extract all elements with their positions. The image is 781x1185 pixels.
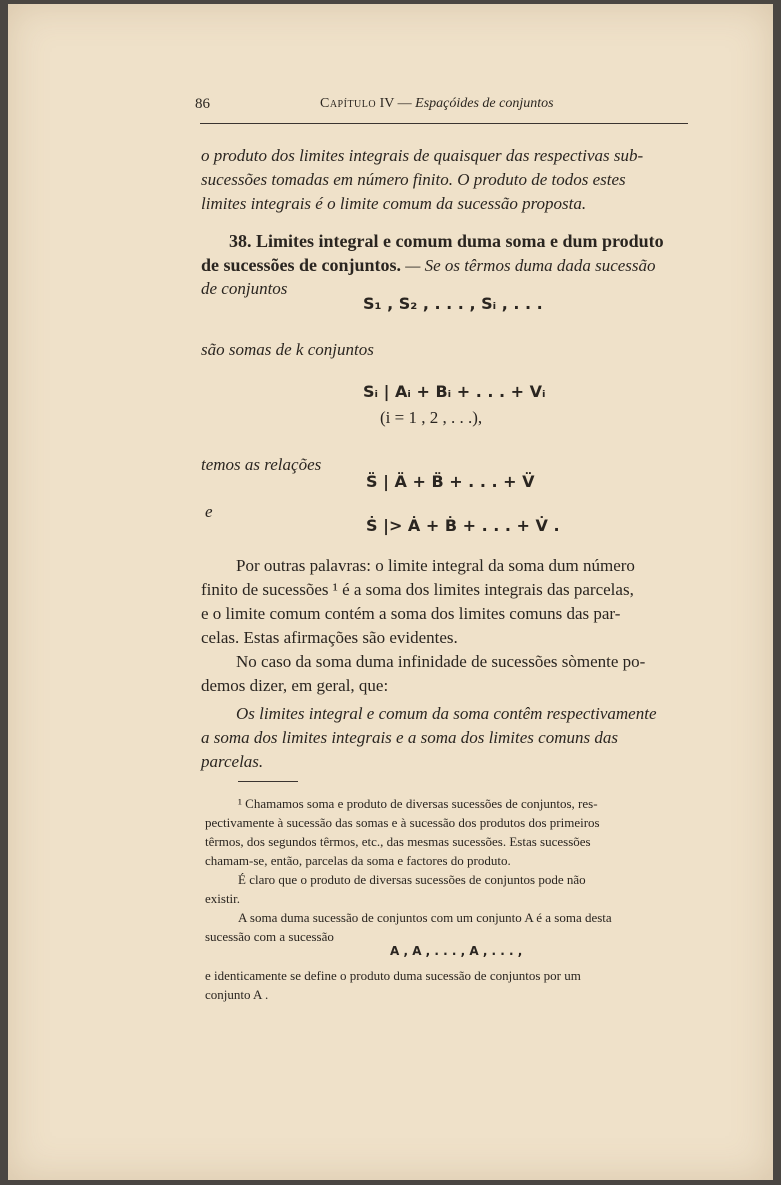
book-page bbox=[8, 4, 773, 1180]
footnote-line: pectivamente à sucessão das somas e à sucessão dos produtos dos primeiros bbox=[205, 815, 600, 830]
header-chapter-title: Espaçóides de conjuntos bbox=[415, 96, 554, 111]
conjunction-e: e bbox=[205, 502, 213, 521]
section-heading-rest: — Se os têrmos duma dada sucessão bbox=[401, 256, 656, 275]
footnote-line: conjunto A . bbox=[205, 987, 269, 1002]
running-header bbox=[320, 96, 554, 112]
footnote-formula: A , A , . . . , A , . . . , bbox=[390, 944, 523, 958]
body-line: e o limite comum contém a soma dos limites comuns das par- bbox=[201, 604, 621, 623]
theorem-line: Os limites integral e comum da soma contêm respectivamente bbox=[236, 704, 657, 723]
relations-label: temos as relações bbox=[201, 455, 322, 474]
relation-common-limit: Ṡ |> Ȧ + Ḃ + . . . + V̇ . bbox=[366, 516, 560, 535]
index-range: (i = 1 , 2 , . . .), bbox=[380, 408, 483, 427]
body-line: Por outras palavras: o limite integral da soma dum número bbox=[236, 556, 635, 575]
section-heading-line1: 38. Limites integral e comum duma soma e dum produto bbox=[229, 231, 664, 251]
header-chapter-numeral: IV — bbox=[376, 96, 416, 111]
intro-line: limites integrais é o limite comum da sucessão proposta. bbox=[201, 194, 587, 213]
theorem-line: a soma dos limites integrais e a soma dos limites comuns das bbox=[201, 728, 618, 747]
body-line: finito de sucessões ¹ é a soma dos limites integrais das parcelas, bbox=[201, 580, 634, 599]
header-rule bbox=[200, 123, 688, 124]
section-heading-bold: de sucessões de conjuntos. bbox=[201, 255, 402, 275]
footnote-line: É claro que o produto de diversas sucessões de conjuntos pode não bbox=[238, 872, 586, 887]
intro-line: sucessões tomadas em número finito. O produto de todos estes bbox=[201, 170, 626, 189]
sum-formula: Sᵢ | Aᵢ + Bᵢ + . . . + Vᵢ bbox=[363, 382, 546, 401]
footnote-line: ¹ Chamamos soma e produto de diversas sucessões de conjuntos, res- bbox=[238, 796, 598, 811]
body-line: No caso da soma duma infinidade de sucessões sòmente po- bbox=[236, 652, 646, 671]
footnote-line: sucessão com a sucessão bbox=[205, 929, 334, 944]
footnote-rule bbox=[238, 781, 298, 782]
theorem-line: parcelas. bbox=[201, 752, 264, 771]
body-line: demos dizer, em geral, que: bbox=[201, 676, 389, 695]
relation-integral-limit: S̈ | Ä + B̈ + . . . + V̈ bbox=[366, 472, 535, 491]
page-number: 86 bbox=[195, 96, 210, 112]
footnote-line: chamam-se, então, parcelas da soma e factores do produto. bbox=[205, 853, 511, 868]
section-intro-line: de conjuntos bbox=[201, 279, 288, 298]
header-chapter-label: Capítulo bbox=[320, 96, 377, 111]
footnote-line: têrmos, dos segundos têrmos, etc., das mesmas sucessões. Estas sucessões bbox=[205, 834, 591, 849]
footnote-line: A soma duma sucessão de conjuntos com um conjunto A é a soma desta bbox=[238, 910, 612, 925]
intro-line: o produto dos limites integrais de quaisquer das respectivas sub- bbox=[201, 146, 644, 165]
sequence-formula: S₁ , S₂ , . . . , Sᵢ , . . . bbox=[363, 294, 543, 313]
sum-label: são somas de k conjuntos bbox=[201, 340, 374, 359]
body-line: celas. Estas afirmações são evidentes. bbox=[201, 628, 458, 647]
footnote-line: existir. bbox=[205, 891, 241, 906]
footnote-line: e identicamente se define o produto duma sucessão de conjuntos por um bbox=[205, 968, 581, 983]
